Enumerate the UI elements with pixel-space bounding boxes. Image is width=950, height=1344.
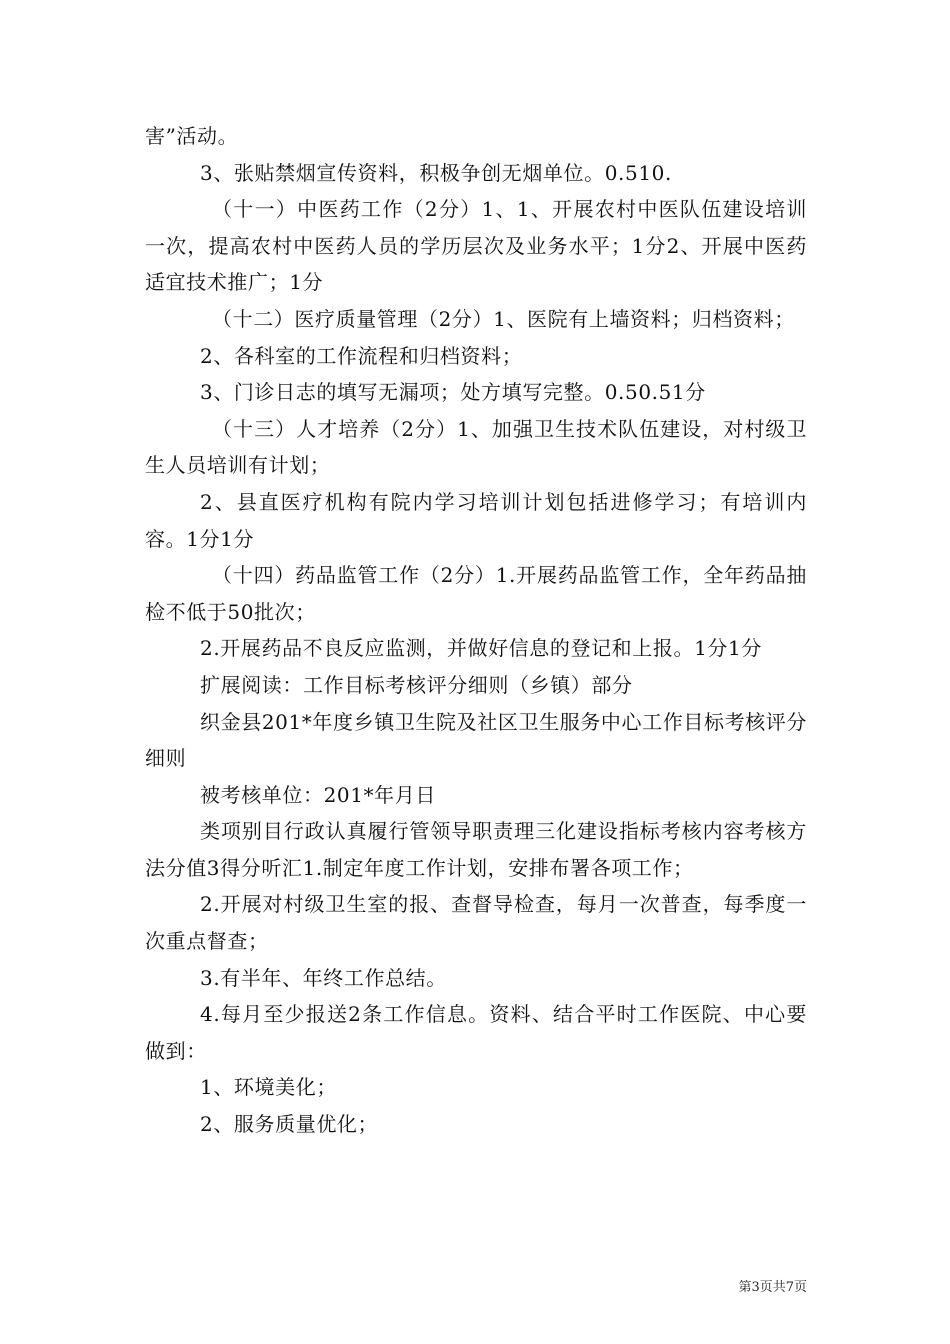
paragraph: 织金县201*年度乡镇卫生院及社区卫生服务中心工作目标考核评分细则 [145, 709, 807, 771]
paragraph: （十一）中医药工作（2分）1、1、开展农村中医队伍建设培训一次，提高农村中医药人员的学历层次及业务水平；1分2、开展中医药适宜技术推广；1分 [145, 197, 807, 295]
document-body [145, 118, 807, 1143]
paragraph: 2、服务质量优化； [200, 1112, 379, 1137]
paragraph: 2、县直医疗机构有院内学习培训计划包括进修学习；有培训内容。1分1分 [145, 489, 807, 551]
paragraph: （十二）医疗质量管理（2分）1、医院有上墙资料；归档资料； [212, 306, 795, 331]
paragraph: 扩展阅读：工作目标考核评分细则（乡镇）部分 [200, 672, 633, 697]
paragraph: 3、张贴禁烟宣传资料，积极争创无烟单位。0.510. [200, 160, 672, 185]
paragraph: 类项别目行政认真履行管领导职责理三化建设指标考核内容考核方法分值3得分听汇1.制定年度工作计划，安排布署各项工作； [145, 819, 807, 880]
paragraph: （十四）药品监管工作（2分）1.开展药品监管工作，全年药品抽检不低于50批次； [145, 563, 807, 624]
paragraph: 4.每月至少报送2条工作信息。资料、结合平时工作医院、中心要做到： [145, 1002, 807, 1063]
paragraph: 3、门诊日志的填写无漏项；处方填写完整。0.50.51分 [200, 380, 706, 405]
paragraph: 3.有半年、年终工作总结。 [200, 965, 447, 990]
paragraph: 2.开展对村级卫生室的报、查督导检查，每月一次普查，每季度一次重点督查； [145, 892, 807, 954]
paragraph: 害”活动。 [145, 124, 239, 148]
paragraph: 2.开展药品不良反应监测，并做好信息的登记和上报。1分1分 [200, 636, 762, 661]
page-number-footer: 第3页共7页 [738, 1280, 807, 1295]
paragraph: 1、环境美化； [200, 1075, 337, 1100]
paragraph: 2、各科室的工作流程和归档资料； [200, 343, 523, 368]
paragraph: （十三）人才培养（2分）1、加强卫生技术队伍建设，对村级卫生人员培训有计划； [145, 416, 807, 478]
paragraph: 被考核单位：201*年月日 [200, 782, 436, 807]
